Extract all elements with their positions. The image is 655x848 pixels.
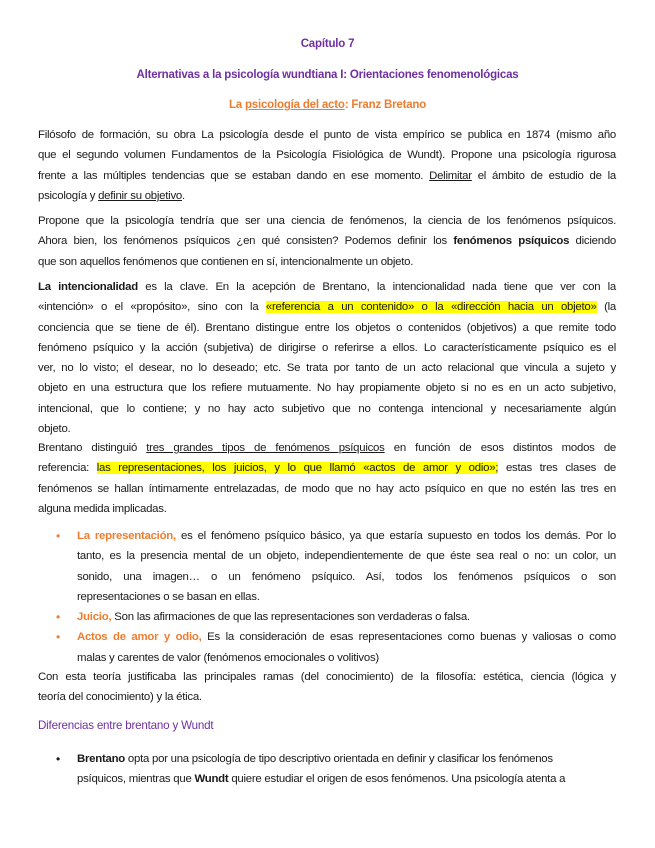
p3-l1-bold: La intencionalidad	[38, 281, 138, 293]
bullet-dot-icon: •	[56, 752, 60, 766]
b1-line-4: representaciones o se basan en ellas.	[77, 590, 260, 603]
p2-l2-pre: Ahora bien, los fenómenos psíquicos ¿en qué consisten? Podemos definir los	[38, 235, 454, 248]
p1-line-1: Filósofo de formación, su obra La psicología desde el punto de vista empírico se publica en 1874 (mismo año	[38, 129, 616, 141]
b1-line-1	[77, 526, 616, 546]
p3-line-6: objeto en una estructura que los refiere mutuamente. No hay propiamente objeto si no es en un acto subjetivo,	[38, 382, 616, 395]
s2-b1-bold-brentano: Brentano	[77, 753, 125, 765]
p5-line-1: Con esta teoría justificaba las principales ramas (del conocimiento) de la filosofía: estética, ciencia (lógica y	[38, 671, 616, 683]
p4-l2-pre: referencia:	[38, 462, 97, 475]
paragraph-2	[38, 211, 616, 272]
p4-line-3: fenómenos se hallan íntimamente entrelazadas, de modo que no hay acto psíquico en que no estén las tres en	[38, 482, 616, 495]
b2-l1-text: Son las afirmaciones de que las representaciones son verdaderas o falsa.	[111, 611, 470, 624]
p3-l2-pre: «intención» o el «propósito», sino con la	[38, 301, 266, 314]
paragraph-4	[38, 438, 616, 519]
p2-l2-post: diciendo	[569, 235, 616, 248]
p3-l1-post: es la clave. En la acepción de Brentano, la intencionalidad nada tiene que ver con la	[137, 281, 616, 293]
b1-line-2: tanto, es la presencia mental de un objeto, independientemente de que éste sea real o no: un color, un	[77, 550, 616, 563]
bullet-dot-icon: •	[56, 610, 60, 625]
p1-l3-underlined: Delimitar	[429, 169, 472, 182]
bullet-dot-icon: •	[56, 630, 60, 645]
list-item-actos	[38, 627, 616, 668]
p1-line-4	[38, 186, 616, 206]
list-item-representacion	[38, 526, 616, 607]
paragraph-5	[38, 667, 616, 708]
p2-l2-bold: fenómenos psíquicos	[453, 235, 570, 248]
p1-l4-underlined: definir su objetivo	[98, 189, 182, 202]
chapter-heading	[0, 38, 655, 50]
chapter-title	[0, 69, 655, 81]
types-bullet-list	[38, 526, 616, 668]
b3-line-2: malas y carentes de valor (fenómenos emocionales o volitivos)	[77, 651, 379, 664]
p1-l4-post: .	[181, 189, 185, 202]
p4-line-1	[38, 438, 616, 458]
p3-line-5: ver, no lo visto; el desear, no lo deseado; etc. Se trata por tanto de un acto relacional que vincula a sujeto y	[38, 362, 616, 375]
p3-line-3: conciencia que se tiene de él). Brentano distingue entre los objetos o contenidos (objetivos) a que remite todo	[38, 321, 616, 334]
p2-line-2	[38, 231, 616, 251]
s2-b1-l2-post: quiere estudiar el origen de esos fenómenos. Una psicología atenta a	[228, 773, 566, 786]
p4-line-2	[38, 458, 616, 478]
p3-l2-highlight: «referencia a un contenido» o la «dirección hacia un objeto»	[265, 301, 597, 314]
section-subtitle	[0, 99, 655, 111]
list-item-brentano-wundt	[38, 749, 616, 790]
p1-l3-pre: frente a las múltiples tendencias que se estaban dando en ese momento.	[38, 169, 430, 182]
differences-bullet-list	[38, 749, 616, 790]
b1-l1-text: es el fenómeno psíquico básico, ya que estaría supuesto en todos los demás. Por lo	[175, 530, 616, 542]
p4-l1-post: en función de esos distintos modos de	[384, 442, 616, 454]
p1-line-3	[38, 166, 616, 186]
chapter-label: Capítulo 7	[300, 38, 355, 50]
p4-l1-pre: Brentano distinguió	[38, 442, 147, 454]
p1-line-2: que el segundo volumen Fundamentos de la Psicología Fisiológica de Wundt). Propone una psicología rigurosa	[38, 149, 616, 162]
p1-l4-pre: psicología y	[38, 189, 99, 202]
section-differences-title-text: Diferencias entre brentano y Wundt	[38, 719, 214, 732]
s2-b1-l1-post: opta por una psicología de tipo descriptivo orientada en definir y clasificar los fenómenos	[125, 753, 553, 765]
b1-heading: La representación,	[77, 530, 176, 542]
subtitle-pre: La	[228, 99, 245, 111]
p4-line-4: alguna medida implicadas.	[38, 502, 167, 515]
p3-line-4: fenómeno psíquico y la acción (subjetiva) de dirigirse o referirse a ellos. Lo característicamente psíquico es el	[38, 341, 616, 354]
p3-line-8: objeto.	[38, 423, 71, 436]
b3-l1-text: Es la consideración de esas representaciones como buenas y valiosas o como	[201, 631, 616, 644]
b1-line-3: sonido, una imagen… o un fenómeno psíquico. Así, todos los fenómenos psíquicos o son	[77, 570, 616, 583]
b3-line-1	[77, 627, 616, 647]
s2-b1-line-2	[77, 769, 616, 789]
subtitle-post: : Franz Bretano	[344, 99, 427, 111]
paragraph-1	[38, 125, 616, 206]
s2-b1-line-1	[77, 749, 616, 769]
bullet-dot-icon: •	[56, 529, 60, 543]
p4-l2-highlight: las representaciones, los juicios, y lo que llamó «actos de amor y odio»;	[96, 462, 499, 475]
p3-l2-post: (la	[596, 301, 616, 314]
subtitle-underlined: psicología del acto	[244, 99, 345, 111]
p3-line-7: intencional, que lo contiene; y no hay acto subjetivo que no contenga intencional y necesariamente algún	[38, 402, 616, 415]
paragraph-3	[38, 277, 616, 439]
b2-line-1	[77, 607, 616, 627]
p2-line-1: Propone que la psicología tendría que ser una ciencia de fenómenos, la ciencia de los fenómenos psíquicos.	[38, 215, 616, 227]
p3-line-1	[38, 277, 616, 297]
s2-b1-l2-pre: psíquicos, mientras que	[77, 773, 195, 786]
p5-line-2: teoría del conocimiento) y la ética.	[38, 691, 202, 704]
b2-heading: Juicio,	[77, 611, 112, 624]
b3-heading: Actos de amor y odio,	[77, 631, 202, 644]
p1-l3-post: el ámbito de estudio de la	[471, 169, 616, 182]
p3-line-2	[38, 297, 616, 317]
chapter-title-text: Alternativas a la psicología wundtiana I: Orientaciones fenomenológicas	[136, 69, 519, 81]
list-item-juicio	[38, 607, 616, 627]
p4-l2-post: estas tres clases de	[498, 462, 616, 475]
s2-b1-bold-wundt: Wundt	[194, 773, 229, 786]
p4-l1-underlined: tres grandes tipos de fenómenos psíquicos	[146, 442, 385, 454]
p2-line-3: que son aquellos fenómenos que contienen en sí, intencionalmente un objeto.	[38, 255, 414, 268]
section-differences-title	[38, 719, 213, 732]
